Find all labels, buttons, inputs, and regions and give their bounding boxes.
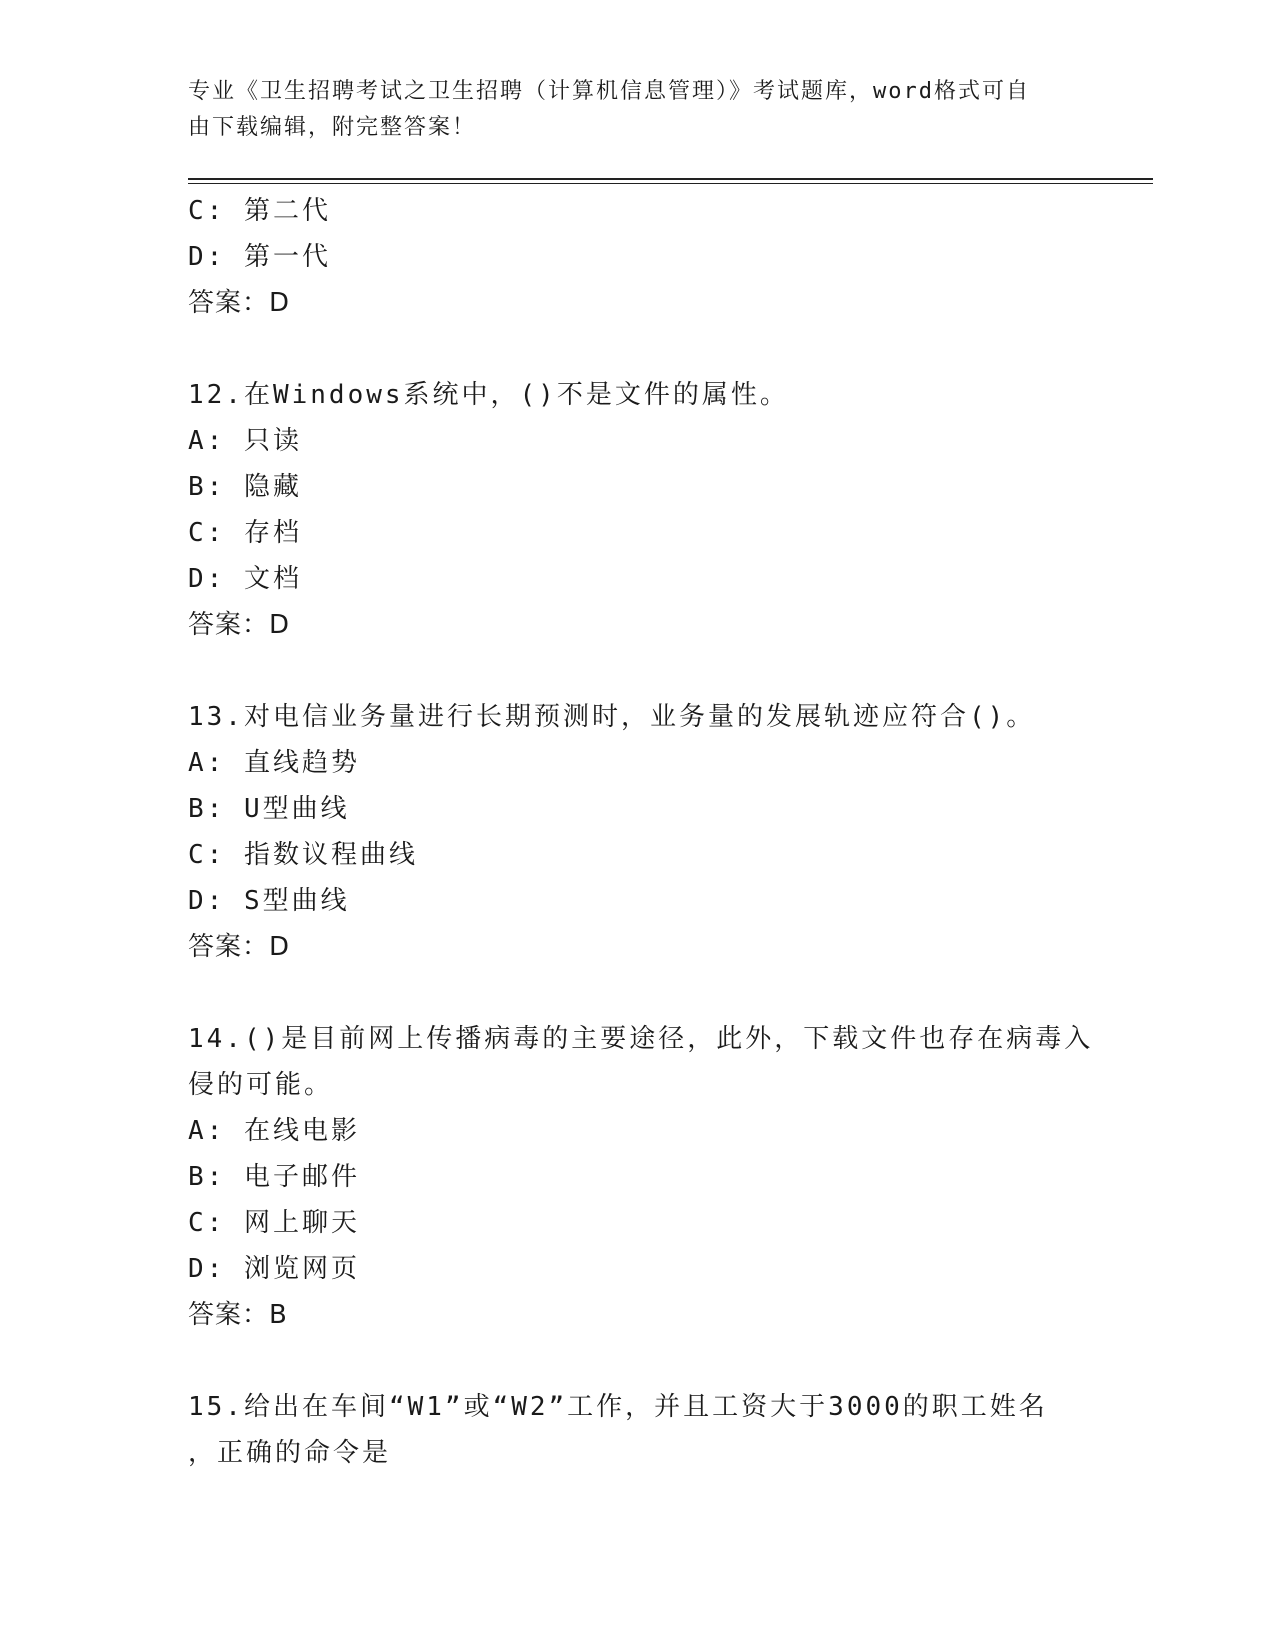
header-line-2: 由下载编辑，附完整答案！ (188, 115, 477, 140)
q14-option-b: B: 电子邮件 (188, 1162, 360, 1192)
q12-option-d: D: 文档 (188, 564, 302, 594)
question-12-block (188, 372, 1088, 648)
q12-option-a: A: 只读 (188, 426, 302, 456)
q15-question-line-2: ，正确的命令是 (188, 1438, 392, 1468)
q14-option-a: A: 在线电影 (188, 1116, 360, 1146)
q14-question-line-2: 侵的可能。 (188, 1070, 334, 1100)
q12-question: 12.在Windows系统中，()不是文件的属性。 (188, 380, 789, 410)
q13-option-a: A: 直线趋势 (188, 748, 360, 778)
q14-answer: 答案：B (188, 1300, 288, 1330)
q12-option-b: B: 隐藏 (188, 472, 302, 502)
q11-option-c: C: 第二代 (188, 196, 331, 226)
question-11-block (188, 188, 1088, 326)
q13-question: 13.对电信业务量进行长期预测时，业务量的发展轨迹应符合()。 (188, 702, 1036, 732)
q14-option-d: D: 浏览网页 (188, 1254, 360, 1284)
q12-option-c: C: 存档 (188, 518, 302, 548)
q13-option-b: B: U型曲线 (188, 794, 350, 824)
document-header (188, 74, 1068, 146)
q11-option-d: D: 第一代 (188, 242, 331, 272)
header-line-1: 专业《卫生招聘考试之卫生招聘（计算机信息管理）》考试题库，word格式可自 (188, 79, 1030, 104)
spacer (188, 648, 1088, 694)
q12-answer: 答案：D (188, 610, 291, 640)
spacer (188, 1338, 1088, 1384)
q14-question-line-1: 14.()是目前网上传播病毒的主要途径，此外，下载文件也存在病毒入 (188, 1024, 1094, 1054)
question-15-block (188, 1384, 1088, 1476)
header-divider-thin (188, 183, 1153, 184)
q15-question-line-1: 15.给出在车间“W1”或“W2”工作，并且工资大于3000的职工姓名 (188, 1392, 1048, 1422)
q11-answer: 答案：D (188, 288, 291, 318)
question-13-block (188, 694, 1088, 970)
q14-option-c: C: 网上聊天 (188, 1208, 360, 1238)
q13-option-d: D: S型曲线 (188, 886, 350, 916)
spacer (188, 326, 1088, 372)
header-divider-thick (188, 178, 1153, 180)
question-14-block (188, 1016, 1094, 1338)
spacer (188, 970, 1088, 1016)
question-list (188, 188, 1094, 1476)
q13-option-c: C: 指数议程曲线 (188, 840, 418, 870)
q13-answer: 答案：D (188, 932, 291, 962)
